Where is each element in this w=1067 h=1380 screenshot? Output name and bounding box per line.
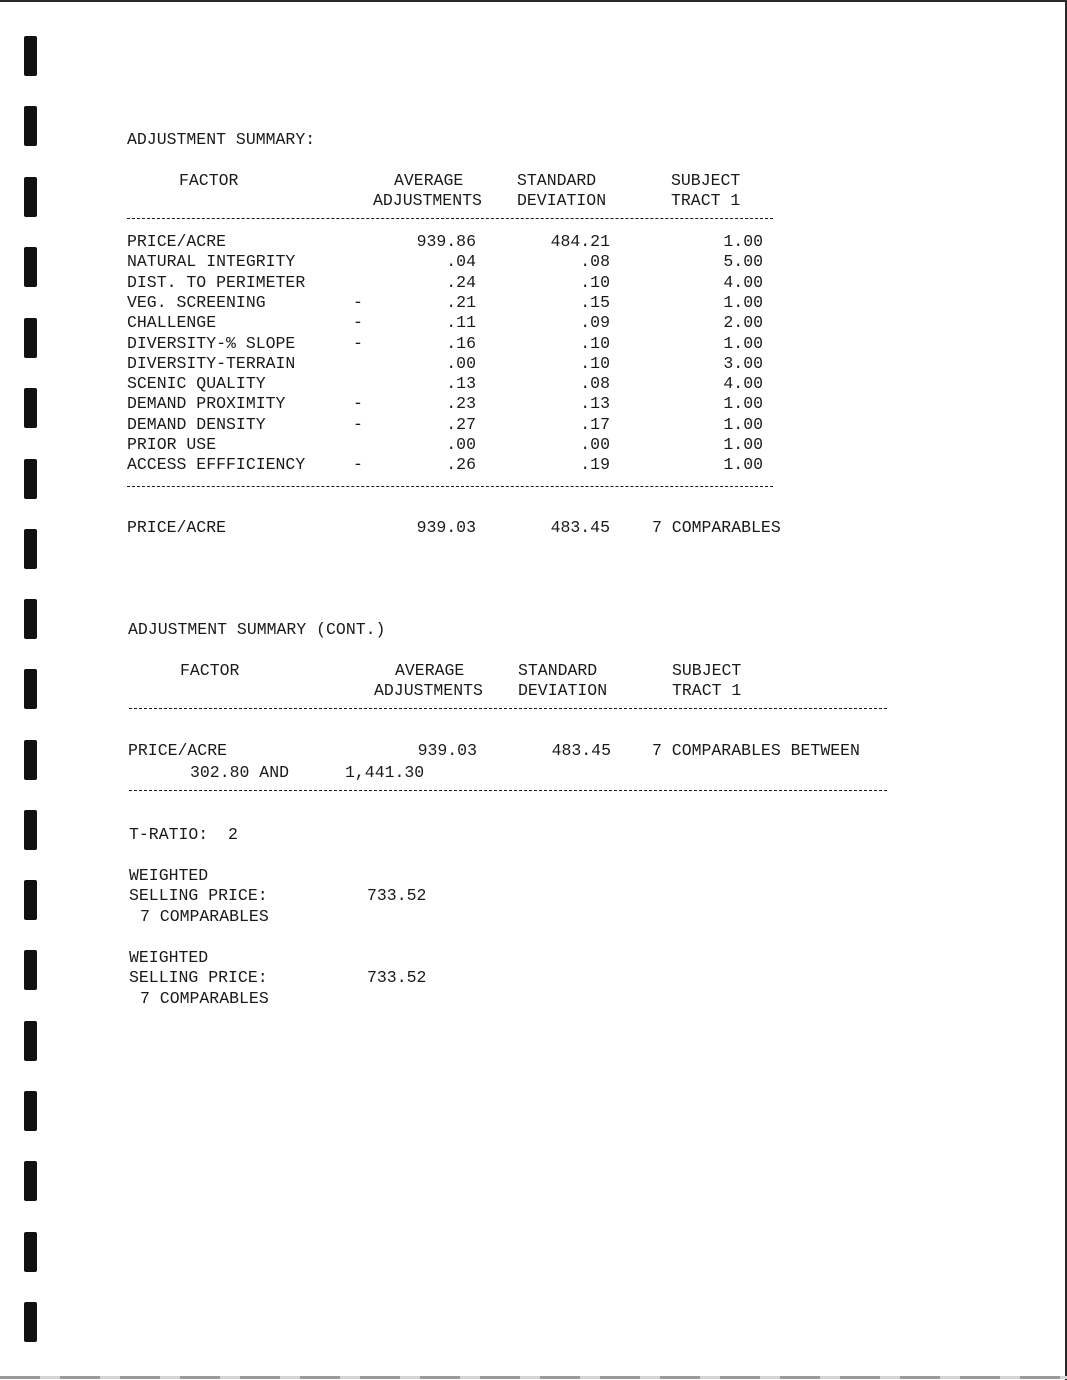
row-subject: 5.00: [723, 252, 763, 271]
header-factor: FACTOR: [180, 661, 240, 680]
header-adjustments: ADJUSTMENTS: [373, 191, 482, 210]
header-deviation: DEVIATION: [518, 681, 608, 700]
row-average: .23: [446, 394, 476, 413]
weighted-selling-price-label: SELLING PRICE:: [129, 886, 268, 905]
header-tract: TRACT 1: [672, 681, 742, 700]
row-subject: 3.00: [723, 354, 763, 373]
row-sign: -: [353, 293, 363, 312]
row-average: 939.86: [416, 232, 476, 251]
row-factor: DIVERSITY-TERRAIN: [127, 354, 296, 373]
header-adjustments: ADJUSTMENTS: [374, 681, 483, 700]
header-standard: STANDARD: [517, 171, 597, 190]
row-deviation: .13: [580, 394, 610, 413]
row-factor: PRIOR USE: [127, 435, 217, 454]
row-subject: 1.00: [723, 232, 763, 251]
row-deviation: .09: [580, 313, 610, 332]
header-tract: TRACT 1: [671, 191, 741, 210]
row-deviation: .10: [580, 354, 610, 373]
row-deviation: .00: [580, 435, 610, 454]
total-average: 939.03: [416, 518, 476, 537]
header-average: AVERAGE: [394, 171, 464, 190]
row-average: .00: [446, 354, 476, 373]
row-sign: -: [353, 455, 363, 474]
weighted-selling-price-label: SELLING PRICE:: [129, 968, 268, 987]
weighted-selling-price-value: 733.52: [367, 886, 427, 905]
row-factor: NATURAL INTEGRITY: [127, 252, 296, 271]
header-factor: FACTOR: [179, 171, 239, 190]
range-low: 302.80 AND: [190, 763, 290, 782]
row-subject: 1.00: [723, 455, 763, 474]
row-subject: 1.00: [723, 394, 763, 413]
row-factor: VEG. SCREENING: [127, 293, 266, 312]
header-subject: SUBJECT: [672, 661, 742, 680]
total-factor: PRICE/ACRE: [127, 518, 227, 537]
row-deviation: .08: [580, 374, 610, 393]
row-sign: -: [353, 415, 363, 434]
row-average: .21: [446, 293, 476, 312]
row-factor: CHALLENGE: [127, 313, 217, 332]
row-sign: -: [353, 334, 363, 353]
header-average: AVERAGE: [395, 661, 465, 680]
dashed-rule: [127, 486, 773, 487]
dashed-rule: [127, 218, 773, 219]
row-factor: PRICE/ACRE: [127, 232, 227, 251]
row-average: .26: [446, 455, 476, 474]
header-standard: STANDARD: [518, 661, 598, 680]
row-subject: 4.00: [723, 374, 763, 393]
total-note: 7 COMPARABLES: [652, 518, 781, 537]
row-average: .27: [446, 415, 476, 434]
range-average: 939.03: [417, 741, 477, 760]
header-subject: SUBJECT: [671, 171, 741, 190]
dashed-rule: [129, 790, 887, 791]
row-deviation: .10: [580, 273, 610, 292]
row-deviation: .15: [580, 293, 610, 312]
row-subject: 1.00: [723, 334, 763, 353]
section-title: ADJUSTMENT SUMMARY:: [127, 130, 316, 149]
row-subject: 4.00: [723, 273, 763, 292]
row-factor: DIST. TO PERIMETER: [127, 273, 306, 292]
row-subject: 1.00: [723, 435, 763, 454]
range-deviation: 483.45: [551, 741, 611, 760]
weighted-comparables: 7 COMPARABLES: [140, 989, 269, 1008]
row-average: .11: [446, 313, 476, 332]
row-average: .24: [446, 273, 476, 292]
row-factor: DIVERSITY-% SLOPE: [127, 334, 296, 353]
row-factor: DEMAND DENSITY: [127, 415, 266, 434]
row-deviation: .08: [580, 252, 610, 271]
row-sign: -: [353, 394, 363, 413]
row-sign: -: [353, 313, 363, 332]
row-subject: 2.00: [723, 313, 763, 332]
row-factor: ACCESS EFFFICIENCY: [127, 455, 306, 474]
t-ratio: T-RATIO: 2: [129, 825, 238, 844]
range-high: 1,441.30: [345, 763, 425, 782]
row-deviation: .17: [580, 415, 610, 434]
header-deviation: DEVIATION: [517, 191, 607, 210]
row-average: .13: [446, 374, 476, 393]
row-deviation: 484.21: [550, 232, 610, 251]
row-average: .00: [446, 435, 476, 454]
row-subject: 1.00: [723, 415, 763, 434]
row-subject: 1.00: [723, 293, 763, 312]
total-deviation: 483.45: [550, 518, 610, 537]
weighted-label: WEIGHTED: [129, 948, 209, 967]
weighted-selling-price-value: 733.52: [367, 968, 427, 987]
row-factor: SCENIC QUALITY: [127, 374, 266, 393]
row-average: .16: [446, 334, 476, 353]
weighted-label: WEIGHTED: [129, 866, 209, 885]
range-factor: PRICE/ACRE: [128, 741, 228, 760]
weighted-comparables: 7 COMPARABLES: [140, 907, 269, 926]
dashed-rule: [129, 708, 887, 709]
row-deviation: .10: [580, 334, 610, 353]
range-note: 7 COMPARABLES BETWEEN: [652, 741, 860, 760]
row-average: .04: [446, 252, 476, 271]
row-factor: DEMAND PROXIMITY: [127, 394, 286, 413]
section-title-cont: ADJUSTMENT SUMMARY (CONT.): [128, 620, 386, 639]
row-deviation: .19: [580, 455, 610, 474]
